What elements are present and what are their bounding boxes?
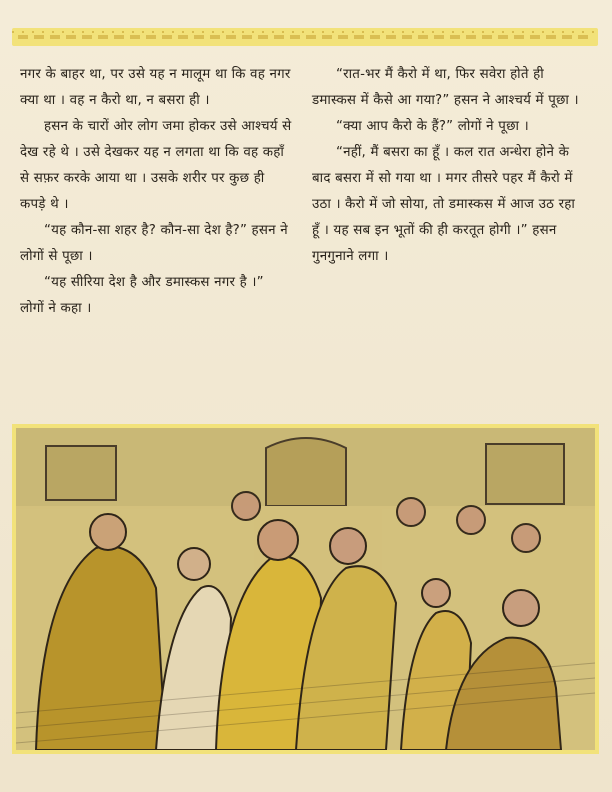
left-column [20,62,292,322]
left-paragraph-4: “यह सीरिया देश है और डमास्कस नगर है ।” लोगों ने कहा । [20,275,264,316]
left-man-head [90,514,126,550]
left-paragraph-3: “यह कौन-सा शहर है? कौन-सा देश है?” हसन ने लोगों से पूछा । [20,223,288,264]
bg-head-1 [232,492,260,520]
right-column [312,62,584,270]
arched-door [266,438,346,506]
crowd-illustration [12,424,599,754]
right-front-head [503,590,539,626]
bg-head-3 [457,506,485,534]
right-paragraph-3: “नहीं, मैं बसरा का हूँ । कल रात अन्धेरा होने के बाद बसरा में सो गया था । मगर तीसरे पहर मैं कैरो में उठा । कैरो में जो सोया, तो डमास्कस में आज उठ रहा हूँ । यह सब इन भूतों की ही करतूत होगी ।” हसन गुनगुनाने लगा । [312,145,576,264]
old-man-head [178,548,210,580]
text-columns [20,62,596,412]
ornamental-dots [12,31,598,33]
right-paragraph-2: “क्या आप कैरो के हैं?” लोगों ने पूछा । [336,119,529,134]
right-paragraph-1: “रात-भर मैं कैरो में था, फिर सवेरा होते ही डमास्कस में कैसे आ गया?” हसन ने आश्चर्य में पूछा । [312,67,579,108]
bg-head-4 [512,524,540,552]
right-window [486,444,564,504]
left-paragraph-2: हसन के चारों ओर लोग जमा होकर उसे आश्चर्य से देख रहे थे । उसे देखकर यह न लगता था कि वह कहाँ से सफ़र करके आया था । उसके शरीर पर कुछ ही कपड़े थे । [20,119,292,212]
ornamental-border [12,28,598,46]
bg-head-2 [397,498,425,526]
hasan-head [330,528,366,564]
ornamental-strip [18,35,592,39]
illustration-svg [16,428,595,750]
left-window [46,446,116,500]
left-paragraph-1: नगर के बाहर था, पर उसे यह न मालूम था कि वह नगर क्या था । वह न कैरो था, न बसरा ही । [20,67,291,108]
child-head [422,579,450,607]
center-man-head [258,520,298,560]
